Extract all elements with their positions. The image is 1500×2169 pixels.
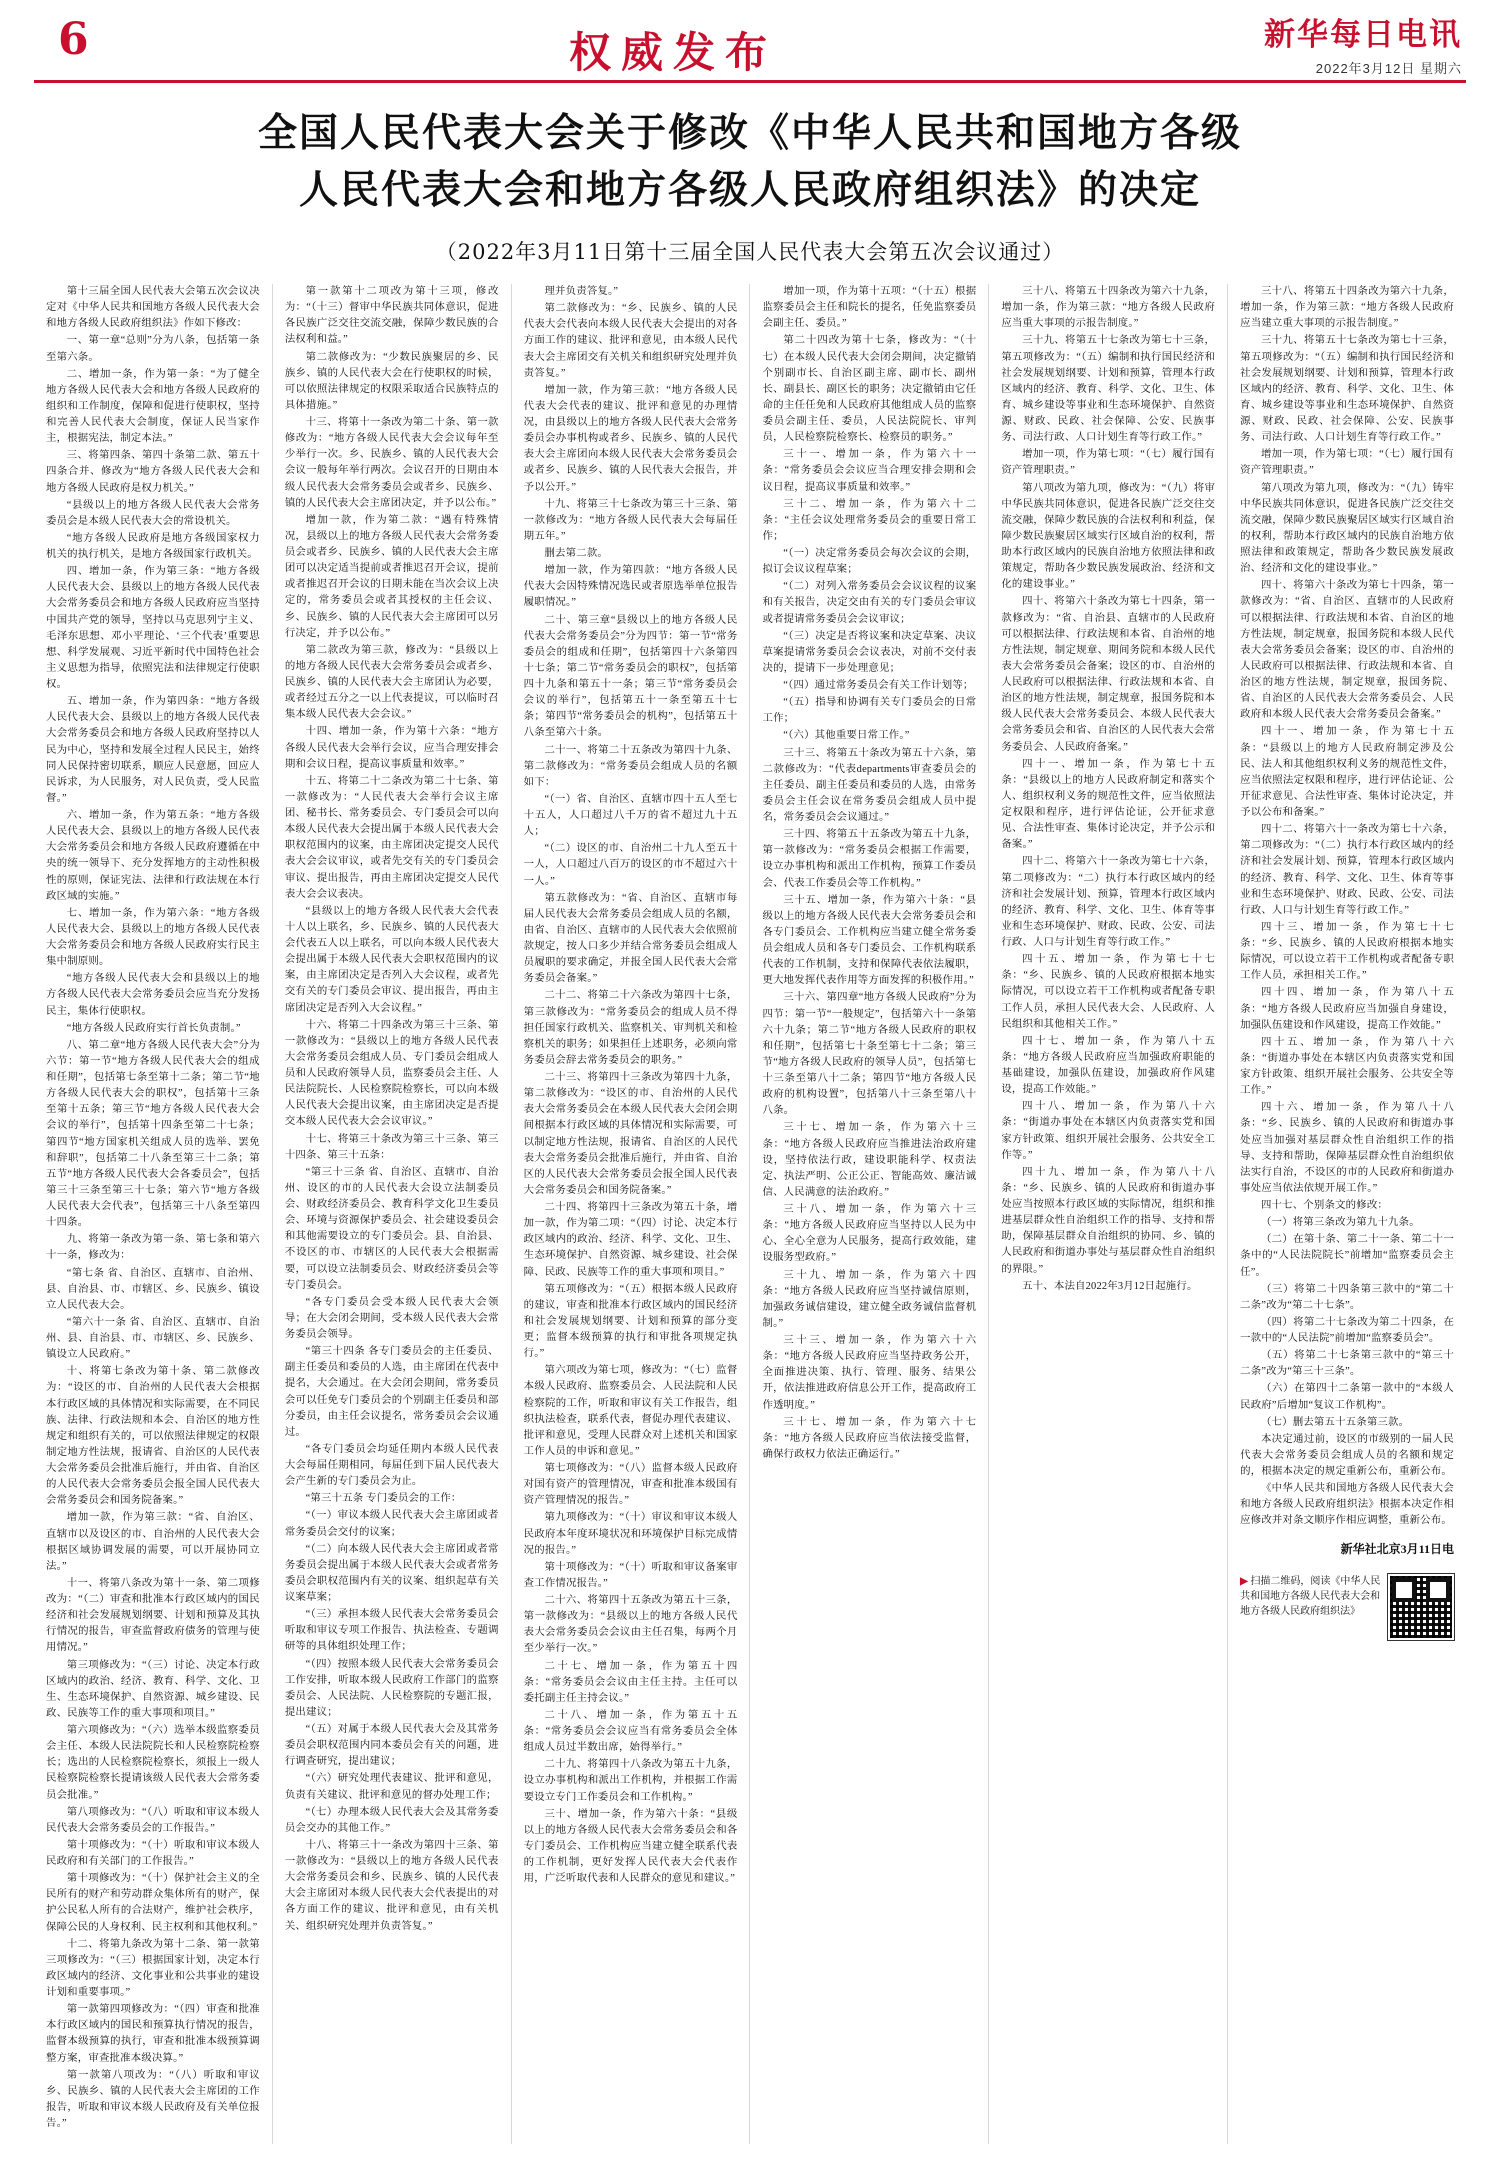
paragraph: 四十七、个别条文的修改： bbox=[1260, 1200, 1389, 1212]
paragraph: “（五）对属于本级人民代表大会及其常务委员会职权范围内同本委员会有关的问题，进行调查研究，提出建议； bbox=[284, 1724, 499, 1768]
paragraph: 十一、将第八条改为第十一条、第二项修改为：“（二）审查和批准本行政区域内的国民经济和社会发展规划纲要、计划和预算及其执行情况的报告，审查监督政府债务的管理与使用情况。” bbox=[46, 1577, 260, 1654]
paragraph: 四十二、将第六十一条改为第七十六条，第二项修改为：“（二）执行本行政区域内的经济和社会发展计划、预算，管理本行政区域内的经济、教育、科学、文化、卫生、体育等事业和生态环境保护、财政、民政、公安、司法行政、人口与计划生育等行政工作。” bbox=[1240, 824, 1454, 916]
paragraph: “（四）按照本级人民代表大会常务委员会工作安排，听取本级人民政府工作部门的监察委员会、人民法院、人民检察院的专题汇报，提出建议； bbox=[284, 1658, 499, 1718]
paragraph: “第三十四条 各专门委员会的主任委员、副主任委员和委员的人选，由主席团在代表中提名，大会通过。在大会闭会期间，常务委员会可以任免专门委员会的个别副主任委员和部分委员，由主任会议提名，常务委员会会议通过。 bbox=[284, 1346, 499, 1438]
paragraph: （一）将第三条改为第九十九条。 bbox=[1260, 1217, 1420, 1229]
article-column-4 bbox=[750, 284, 989, 2144]
paragraph: 十五、将第二十二条改为第二十七条、第一款修改为：“人民代表大会举行会议主席团、秘书长、常务委员会、专门委员会可以向本级人民代表大会提出属于本级人民代表大会职权范围内的议案，由主席团决定提交人民代表大会会议审议，或者先交有关的专门委员会审议、提出报告，再由主席团决定提交人民代表大会会议表决。 bbox=[284, 775, 499, 900]
paragraph: 七、增加一条，作为第六条：“地方各级人民代表大会、县级以上的地方各级人民代表大会常务委员会和地方各级人民政府实行民主集中制原则。 bbox=[46, 907, 260, 968]
paragraph: 四十五、增加一条，作为第八十六条：“街道办事处在本辖区内负责落实党和国家方针政策、组织开展社会服务、公共安全等工作。” bbox=[1240, 1036, 1454, 1097]
paragraph: 理并负责答复。” bbox=[544, 286, 619, 298]
paragraph: 增加一项，作为第七项：“（七）履行国有资产管理职责。” bbox=[1240, 449, 1454, 477]
paragraph: 第七项修改为：“（八）监督本级人民政府对国有资产的管理情况，审查和批准本级国有资产管理情况的报告。” bbox=[523, 1463, 738, 1507]
paragraph: （二）在第十条、第二十一条、第二十一条中的“人民法院院长”前增加“监察委员会主任”。 bbox=[1240, 1234, 1454, 1278]
paragraph: “县级以上的地方各级人民代表大会常务委员会是本级人民代表大会的常设机关。 bbox=[46, 499, 260, 527]
qr-caption bbox=[1240, 1574, 1382, 1619]
paragraph: （三）将第二十四条第三款中的“第二十二条”改为“第二十七条”。 bbox=[1240, 1283, 1454, 1311]
paragraph: 第三项修改为：“（三）讨论、决定本行政区域内的政治、经济、教育、科学、文化、卫生、生态环境保护、自然资源、城乡建设、民政、民族等工作的重大事项和项目。” bbox=[46, 1659, 260, 1719]
paragraph: 四、增加一条，作为第三条：“地方各级人民代表大会、县级以上的地方各级人民代表大会常务委员会和地方各级人民政府应当坚持中国共产党的领导，坚持以马克思列宁主义、毛泽东思想、邓小平理论、‘三个代表’重要思想、科学发展观、习近平新时代中国特色社会主义思想为指导，依照宪法和法律规定行使职权。 bbox=[46, 566, 260, 691]
paragraph: 第六项改为第七项，修改为：“（七）监督本级人民政府、监察委员会、人民法院和人民检察院的工作，听取和审议有关工作报告，组织执法检查，联系代表，督促办理代表建议、批评和意见，受理人民群众对上述机关和国家工作人员的申诉和意见。” bbox=[523, 1365, 738, 1457]
paragraph: 三十九、将第五十七条改为第七十三条，第五项修改为：“（五）编制和执行国民经济和社会发展规划纲要、计划和预算，管理本行政区域内的经济、教育、科学、文化、卫生、体育、城乡建设等事业和生态环境保护、自然资源、财政、民政、社会保障、公安、民族事务、司法行政、人口计划生育等行政工作。” bbox=[1240, 335, 1454, 444]
brand-date: 2022年3月12日 星期六 bbox=[1315, 61, 1462, 77]
brand-block bbox=[1192, 18, 1466, 77]
paragraph: 第二十四改为第十七条，修改为：“（十七）在本级人民代表大会闭会期间，决定撤销个别副市长、自治区副主席、副市长、副州长、副县长、副区长的职务；决定撤销由它任命的主任任免和人民政府其他组成人员的监察委员会副主任、委员，人民法院院长、审判员，人民检察院检察长、检察员的职务。” bbox=[762, 335, 977, 444]
paragraph: 二十九、将第四十八条改为第五十九条，设立办事机构和派出工作机构，并根据工作需要设立专门工作委员会和工作机构。” bbox=[523, 1759, 738, 1803]
article-column-6 bbox=[1228, 284, 1466, 2144]
paragraph: 三十八、将第五十四条改为第六十九条，增加一条，作为第三款：“地方各级人民政府应当建立重大事项的示报告制度。” bbox=[1240, 286, 1454, 330]
paragraph: 三十二、增加一条，作为第六十二条：“主任会议处理常务委员会的重要日常工作； bbox=[762, 498, 977, 542]
paragraph: “第七条 省、自治区、直辖市、自治州、县、自治县、市、市辖区、乡、民族乡、镇设立人民代表大会。 bbox=[46, 1267, 260, 1311]
paragraph: 四十七、增加一条，作为第八十五条：“地方各级人民政府应当加强政府职能的基础建设，加强队伍建设，加强政府作风建设，提高工作效能。” bbox=[1001, 1035, 1216, 1096]
paragraph: 四十八、增加一条，作为第八十六条：“街道办事处在本辖区内负责落实党和国家方针政策、组织开展社会服务、公共安全工作等。” bbox=[1001, 1101, 1216, 1161]
qr-caption-text: 扫描二维码，阅读《中华人民共和国地方各级人民代表大会和地方各级人民政府组织法》 bbox=[1240, 1576, 1381, 1618]
paragraph: 十七、将第三十条改为第三十三条、第三十四条、第三十五条： bbox=[284, 1133, 499, 1161]
paragraph: “各专门委员会受本级人民代表大会领导；在大会闭会期间，受本级人民代表大会常务委员会领导。 bbox=[284, 1296, 499, 1341]
paragraph: 第十项修改为：“（十）保护社会主义的全民所有的财产和劳动群众集体所有的财产，保护公民私人所有的合法财产，维护社会秩序，保障公民的人身权利、民主权利和其他权利。” bbox=[46, 1873, 260, 1933]
paragraph: 二十、第三章“县级以上的地方各级人民代表大会常务委员会”分为四节：第一节“常务委员会的组成和任期”，包括第四十六条第四十七条；第二节“常务委员会的职权”，包括第四十九条和第五十一条；第三节“常务委员会会议的举行”，包括第五十一条至第五十七条；第四节“常务委员会的机构”，包括第五十八条至第六十条。 bbox=[523, 614, 738, 739]
paragraph: 三十八、将第五十四条改为第六十九条，增加一条，作为第三款：“地方各级人民政府应当重大事项的示报告制度。” bbox=[1001, 286, 1216, 330]
paragraph: 三十、增加一条，作为第六十条：“县级以上的地方各级人民代表大会常务委员会和各专门委员会、工作机构应当建立健全联系代表的工作机制，更好发挥人民代表大会代表作用，广泛听取代表和人民群众的意见和建议。” bbox=[523, 1808, 738, 1885]
paragraph: 第八项修改为：“（八）听取和审议本级人民代表大会常务委员会的工作报告。” bbox=[46, 1806, 260, 1834]
paragraph: 四十二、将第六十一条改为第七十六条，第二项修改为：“二）执行本行政区域内的经济和社会发展计划、预算，管理本行政区域内的经济、教育、科学、文化、卫生、体育等事业和生态环境保护、财政、民政、公安、司法行政、人口与计划生育等行政工作。” bbox=[1001, 856, 1216, 949]
paragraph: 三十七、增加一条，作为第六十三条：“地方各级人民政府应当推进法治政府建设，坚持依法行政，建设职能科学、权责法定、执法严明、公正公正、智能高效、廉洁诚信、人民满意的法治政府。” bbox=[762, 1122, 977, 1198]
paragraph: 一、第一章“总则”分为八条，包括第一条至第六条。 bbox=[46, 335, 260, 363]
qr-block bbox=[1240, 1574, 1454, 1640]
paragraph: 十六、将第二十四条改为第三十三条、第一款修改为：“县级以上的地方各级人民代表大会常务委员会组成人员、专门委员会组成人员和人民政府领导人员，监察委员会主任、人民法院院长、人民检察院检察长，可以向本级人民代表大会提出议案，由主席团决定是否提交本级人民代表大会会议审议。” bbox=[284, 1019, 499, 1128]
masthead bbox=[34, 0, 1466, 78]
paragraph: 十三、将第十一条改为第二十条、第一款修改为：“地方各级人民代表大会会议每年至少举行一次。乡、民族乡、镇的人民代表大会会议一般每年举行两次。会议召开的日期由本级人民代表大会常务委员会或者乡、民族乡、镇的人民代表大会主席团决定，并予以公布。” bbox=[284, 417, 499, 509]
paragraph: 十二、将第九条改为第十二条、第一款第三项修改为：“（三）根据国家计划，决定本行政区域内的经济、文化事业和公共事业的建设计划和重要事项。” bbox=[46, 1938, 260, 1999]
paragraph: 第一款第十二项改为第十三项，修改为：“（十三）督审中华民族共同体意识，促进各民族广泛交往交流交融，保障少数民族的合法权利和益。” bbox=[284, 286, 499, 346]
paragraph: 二十四、将第四十三条改为第五十条，增加一款，作为第二项：“（四）讨论、决定本行政区域内的政治、经济、科学、文化、卫生、生态环境保护、自然资源、城乡建设、社会保障、民政、民族等工作的重大事项和项目。” bbox=[523, 1202, 738, 1278]
article-column-5 bbox=[989, 284, 1228, 2144]
page-number: 6 bbox=[58, 14, 89, 65]
paragraph: “地方各级人民政府实行首长负责制。” bbox=[66, 1022, 241, 1034]
headline-line-2: 人民代表大会和地方各级人民政府组织法》的决定 bbox=[298, 166, 1201, 213]
paragraph: 二十六、将第四十五条改为第五十三条，第一款修改为：“县级以上的地方各级人民代表大会常务委员会会议由主任召集，每两个月至少举行一次。” bbox=[523, 1595, 738, 1655]
paragraph: 四十四、增加一条，作为第八十五条：“地方各级人民政府应当加强自身建设，加强队伍建设和作风建设，提高工作效能。” bbox=[1240, 987, 1454, 1031]
paragraph: 第九项修改为：“（十）审议和审议本级人民政府本年度环境状况和环境保护目标完成情况的报告。” bbox=[523, 1512, 738, 1556]
section-title: 权威发布 bbox=[568, 28, 777, 77]
paragraph: 第一款第八项改为：“（八）听取和审议乡、民族乡、镇的人民代表大会主席团的工作报告，听取和审议本级人民政府及有关单位报告。” bbox=[46, 2069, 260, 2130]
paragraph: “地方各级人民政府是地方各级国家权力机关的执行机关，是地方各级国家行政机关。 bbox=[46, 532, 260, 561]
paragraph: 增加一项，作为第七项：“（七）履行国有资产管理职责。” bbox=[1001, 449, 1216, 477]
paragraph: 三十一、增加一条，作为第六十一条：“常务委员会会议应当合理安排会期和会议日程，提高议事质量和效率。” bbox=[762, 449, 977, 493]
paragraph: 四十、将第六十条改为第七十四条，第一款修改为：“省、自治区、直辖市的人民政府可以根据法律、行政法规和本省、自治区的地方性法规，制定规章，报国务院和本级人民代表大会常务委员会备案；设区的市、自治州的人民政府可以根据法律、行政法规和本省、自治区的地方性法规，制定规章，报国务院、省、自治区的人民代表大会常务委员会、人民政府和本级人民代表大会常务委员会备案。” bbox=[1240, 580, 1454, 721]
paragraph: 第二款修改为：“少数民族聚居的乡、民族乡、镇的人民代表大会在行使职权的时候，可以依照法律规定的权限采取适合民族特点的具体措施。” bbox=[284, 351, 499, 411]
paragraph: “第六十一条 省、自治区、直辖市、自治州、县、自治县、市、市辖区、乡、民族乡、镇设立人民政府。” bbox=[46, 1316, 260, 1361]
paragraph: 第五项修改为：“（五）根据本级人民政府的建议，审查和批准本行政区域内的国民经济和社会发展规划纲要、计划和预算的部分变更；监督本级预算的执行和审批各项规定执行。” bbox=[523, 1283, 738, 1360]
headline-line-1: 全国人民代表大会关于修改《中华人民共和国地方各级 bbox=[257, 110, 1242, 156]
paragraph: “（三）决定是否将议案和决定草案、决议草案提请常务委员会会议表决，对前不交付表决的，提请下一步处理意见； bbox=[762, 630, 977, 674]
paragraph: 三十四、将第五十五条改为第五十九条，第一款修改为：“常务委员会根据工作需要，设立办事机构和派出工作机构，预算工作委员会、代表工作委员会等工作机构。” bbox=[762, 829, 977, 889]
paragraph: 五十、本法自2022年3月12日起施行。 bbox=[1022, 1280, 1198, 1292]
arrow-icon: ▶ bbox=[1240, 1576, 1248, 1588]
headline-subtitle: （2022年3月11日第十三届全国人民代表大会第五次会议通过） bbox=[435, 240, 1065, 265]
paragraph: 二十二、将第二十六条改为第四十七条，第三款修改为：“常务委员会的组成人员不得担任国家行政机关、监察机关、审判机关和检察机关的职务；如果担任上述职务，必须向常务委员会辞去常务委员会的职务。” bbox=[523, 990, 738, 1066]
paragraph: 二十三、将第四十三条改为第四十九条，第二款修改为：“设区的市、自治州的人民代表大会常务委员会在本级人民代表大会闭会期间根据本行政区域的具体情况和实际需要，可以制定地方性法规，报请省、自治区的人民代表大会常务委员会批准后施行，并由省、自治区的人民代表大会常务委员会报全国人民代表大会常务委员会和国务院备案。” bbox=[523, 1072, 738, 1196]
paragraph: 增加一款，作为第三款：“地方各级人民代表大会代表的建议、批评和意见的办理情况，由县级以上的地方各级人民代表大会常务委员会办事机构或者乡、民族乡、镇的人民代表大会主席团向本级人民代表大会常务委员会或者乡、民族乡、镇的人民代表大会报告，并予以公开。” bbox=[523, 384, 738, 493]
paragraph: 五、增加一条，作为第四条：“地方各级人民代表大会、县级以上的地方各级人民代表大会常务委员会和地方各级人民政府坚持以人民为中心，坚持和发展全过程人民民主，始终同人民保持密切联系，顺应人民意愿，回应人民诉求，为人民服务，对人民负责，受人民监督。” bbox=[46, 696, 260, 804]
paragraph: 删去第二款。 bbox=[544, 548, 608, 560]
column-6-text bbox=[1240, 284, 1454, 1530]
article-column-2 bbox=[273, 284, 512, 2144]
paragraph: 第十三届全国人民代表大会第五次会议决定对《中华人民共和国地方各级人民代表大会和地方各级人民政府组织法》作如下修改： bbox=[46, 286, 260, 330]
paragraph: 四十五、增加一条，作为第七十七条：“乡、民族乡、镇的人民政府根据本地实际情况，可以设立若干工作机构或者配备专职工作人员，承担人民代表大会、人民政府、人民组织和其他相关工作。” bbox=[1001, 954, 1216, 1030]
brand-name: 新华每日电讯 bbox=[1264, 17, 1462, 53]
paragraph: 三十九、将第五十七条改为第七十三条，第五项修改为：“（五）编制和执行国民经济和社会发展规划纲要、计划和预算，管理本行政区域内的经济、教育、科学、文化、卫生、体育、城乡建设等事业和生态环境保护、自然资源、财政、民政、社会保障、公安、民族事务、司法行政、人口计划生育等行政工作。” bbox=[1001, 335, 1216, 444]
paragraph: “（二）设区的市、自治州二十九人至五十一人，人口超过八百万的设区的市不超过六十一人。” bbox=[523, 843, 738, 887]
paragraph: 第二款修改为：“乡、民族乡、镇的人民代表大会代表向本级人民代表大会提出的对各方面工作的建议、批评和意见，由本级人民代表大会主席团交有关机关和组织研究处理并负责答复。” bbox=[523, 303, 738, 379]
paragraph: 第一款第四项修改为：“（四）审查和批准本行政区域内的国民和预算执行情况的报告，监督本级预算的执行，审查和批准本级预算调整方案，审查批准本级决算。” bbox=[46, 2004, 260, 2064]
article-column-1 bbox=[34, 284, 273, 2144]
paragraph: 增加一项，作为第十五项：“（十五）根据监察委员会主任和院长的提名，任免监察委员会副主任、委员。” bbox=[762, 286, 977, 330]
paragraph: （五）将第二十七条第三款中的“第三十二条”改为“第三十三条”。 bbox=[1240, 1350, 1454, 1378]
paragraph: 二十七、增加一条，作为第五十四条：“常务委员会会议由主任主持。主任可以委托副主任主持会议。” bbox=[523, 1660, 738, 1704]
paragraph: 三十九、增加一条，作为第六十四条：“地方各级人民政府应当坚持诚信原则，加强政务诚信建设，建立健全政务诚信监督机制。” bbox=[762, 1269, 977, 1329]
paragraph: 第二款改为第三款，修改为：“县级以上的地方各级人民代表大会常务委员会或者乡、民族乡、镇的人民代表大会主席团认为必要，或者经过五分之一以上代表提议，可以临时召集本级人民代表大会会议。” bbox=[284, 644, 499, 721]
paragraph: 增加一款，作为第二款：“遇有特殊情况，县级以上的地方各级人民代表大会常务委员会或者乡、民族乡、镇的人民代表大会主席团可以决定适当提前或者推迟召开会议，提前或者推迟召开会议的日期未能在当次会议上决定的，常务委员会或者其授权的主任会议、乡、民族乡、镇的人民代表大会主席团可以另行决定，并予以公布。” bbox=[284, 514, 499, 639]
paragraph: “（五）指导和协调有关专门委员会的日常工作； bbox=[762, 697, 977, 725]
paragraph: “（三）承担本级人民代表大会常务委员会听取和审议专项工作报告、执法检查、专题调研等的具体组织处理工作； bbox=[284, 1609, 499, 1653]
paragraph: 第十项修改为：“（十）听取和审议备案审查工作情况报告。” bbox=[523, 1561, 738, 1589]
paragraph: 三十五、增加一条，作为第六十条：“县级以上的地方各级人民代表大会常务委员会和各专门委员会、工作机构应当建立健全常务委员会组成人员和各专门委员会、工作机构联系代表的工作机制，支持和保障代表依法履职，更大地发挥代表作用等方面发挥的积极作用。” bbox=[762, 894, 977, 987]
paragraph: 六、增加一条，作为第五条：“地方各级人民代表大会、县级以上的地方各级人民代表大会常务委员会和地方各级人民政府遵循在中央的统一领导下、充分发挥地方的主动性积极性的原则，保证宪法、法律和行政法规在本行政区域的实施。” bbox=[46, 810, 260, 902]
paragraph: 四十一、增加一条，作为第七十五条：“县级以上的地方人民政府制定和落实个人、组织权利义务的规范性文件，应当依照法定权限和程序，进行评估论证，公开征求意见、合法性审查、集体讨论决定，并予公示和备案。” bbox=[1001, 758, 1216, 851]
paragraph: 四十三、增加一条，作为第七十七条：“乡、民族乡、镇的人民政府根据本地实际情况，可以设立若干工作机构或者配备专职工作人员，承担相关工作。” bbox=[1240, 921, 1454, 982]
paragraph: 二、增加一条，作为第一条：“为了健全地方各级人民代表大会和地方各级人民政府的组织和工作制度，保障和促进行使职权，坚持和完善人民代表大会制度，保证人民当家作主，根据宪法，制定本法。” bbox=[46, 368, 260, 445]
paragraph: 三十三、增加一条，作为第六十六条：“地方各级人民政府应当坚持政务公开，全面推进决策、执行、管理、服务、结果公开，依法推进政府信息公开工作，提高政府工作透明度。” bbox=[762, 1335, 977, 1411]
paragraph: “第三十五条 专门委员会的工作： bbox=[305, 1493, 462, 1505]
paragraph: “（七）办理本级人民代表大会及其常务委员会交办的其他工作。” bbox=[284, 1806, 499, 1834]
paragraph: 十九、将第三十七条改为第三十三条、第一款修改为：“地方各级人民代表大会每届任期五年。” bbox=[523, 498, 738, 542]
paragraph: （七）删去第五十五条第三款。 bbox=[1260, 1416, 1410, 1428]
paragraph: 第十项修改为：“（十）听取和审议本级人民政府和有关部门的工作报告。” bbox=[46, 1839, 260, 1868]
paragraph: 十八、将第三十一条改为第四十三条、第一款修改为：“县级以上的地方各级人民代表大会常务委员会和乡、民族乡、镇的人民代表大会主席团对本级人民代表大会代表提出的对各方面工作的建议、批评和意见，由有关机关、组织研究处理并负责答复。” bbox=[284, 1839, 499, 1932]
paragraph: 《中华人民共和国地方各级人民代表大会和地方各级人民政府组织法》根据本决定作相应修改并对条文顺序作相应调整，重新公布。 bbox=[1240, 1483, 1454, 1527]
paragraph: “（二）对列入常务委员会会议议程的议案和有关报告，决定交由有关的专门委员会审议或者提请常务委员会会议审议； bbox=[762, 581, 977, 625]
paragraph: “（一）省、自治区、直辖市四十五人至七十五人，人口超过八千万的省不超过九十五人； bbox=[523, 793, 738, 838]
paragraph: “各专门委员会均延任期内本级人民代表大会每届任期相同，每届任到下届人民代表大会产生新的专门委员会为止。 bbox=[284, 1443, 499, 1488]
article-column-3 bbox=[512, 284, 751, 2144]
paragraph: 四十九、增加一条，作为第八十八条：“乡、民族乡、镇的人民政府和街道办事处应当按照本行政区域的实际情况，组织和推进基层群众性自治组织工作的指导、支持和帮助，保障基层群众自治组织的协同、乡、镇的人民政府和街道办事处与基层群众性自治组织的界限。” bbox=[1001, 1166, 1216, 1275]
paragraph: 九、将第一条改为第一条、第七条和第六十一条，修改为： bbox=[46, 1234, 260, 1262]
paragraph: 四十六、增加一条，作为第八十八条：“乡、民族乡、镇的人民政府和街道办事处应当加强对基层群众性自治组织工作的指导、支持和帮助，保障基层群众性自治组织依法实行自治，不设区的市的人民政府和街道办事处应当依法依规开展工作。” bbox=[1240, 1102, 1454, 1194]
paragraph: “（一）决定常务委员会每次会议的会期，拟订会议议程草案； bbox=[762, 548, 977, 576]
paragraph: 增加一款，作为第三款：“省、自治区、直辖市以及设区的市、自治州的人民代表大会根据区域协调发展的需要，可以开展协同立法。” bbox=[46, 1512, 260, 1572]
paragraph: 第八项改为第九项，修改为：“（九）将审中华民族共同体意识，促进各民族广泛交往交流交融，保障少数民族的合法权利和利益，保障少数民族聚居区域实行区域自治的权利，帮助本行政区域内的民族自治地方依照法律和政策规定，帮助各少数民族发展政治、经济和文化的建设事业。” bbox=[1001, 482, 1216, 591]
paragraph: 三、将第四条、第四十条第二款、第五十四条合并、修改为“地方各级人民代表大会和地方各级人民政府是权力机关。” bbox=[46, 450, 260, 494]
paragraph: 二十一、将第二十五条改为第四十九条、第二款修改为：“常务委员会组成人员的名额如下： bbox=[523, 744, 738, 788]
paragraph: 三十八、增加一条，作为第六十三条：“地方各级人民政府应当坚持以人民为中心、全心全意为人民服务，提高行政效能，建设服务型政府。” bbox=[762, 1204, 977, 1264]
paragraph: “第三十三条 省、自治区、直辖市、自治州、设区的市的人民代表大会设立法制委员会、财政经济委员会、教育科学文化卫生委员会、环境与资源保护委员会、社会建设委员会和其他需要设立的专门委员会。县、自治县、不设区的市、市辖区的人民代表大会根据需要，可以设立法制委员会、财政经济委员会等专门委员会。 bbox=[284, 1166, 499, 1291]
paragraph: 四十一、增加一条，作为第七十五条：“县级以上的地方人民政府制定涉及公民、法人和其他组织权利义务的规范性文件，应当依照法定权限和程序，进行评估论证、公开征求意见、合法性审查、集体讨论决定，并予以公布和备案。” bbox=[1240, 726, 1454, 819]
paragraph: 三十七、增加一条，作为第六十七条：“地方各级人民政府应当依法接受监督，确保行政权力依法正确运行。” bbox=[762, 1416, 977, 1460]
paragraph: 三十三、将第五十条改为第五十六条，第二款修改为：“代表departments审查委员会的主任委员、副主任委员和委员的人选，由常务委员会主任会议在常务委员会组成人员中提名，常务委员会会议通过。” bbox=[762, 747, 977, 824]
paragraph: 十、将第七条改为第十条、第二款修改为：“设区的市、自治州的人民代表大会根据本行政区域的具体情况和实际需要，在不同民族、法律、行政法规和本会、自治区的地方性规定和组织有关的，可以依照法律规定的权限制定地方性法规，报请省、自治区的人民代表大会常务委员会批准后施行，并由省、自治区的人民代表大会常务委员会报全国人民代表大会常务委员会和国务院备案。” bbox=[46, 1366, 260, 1507]
paragraph: 二十八、增加一条，作为第五十五条：“常务委员会会议应当有常务委员会全体组成人员过半数出席，始得举行。” bbox=[523, 1709, 738, 1754]
article-body bbox=[34, 284, 1466, 2144]
paragraph: “县级以上的地方各级人民代表大会代表十人以上联名，乡、民族乡、镇的人民代表大会代表五人以上联名，可以向本级人民代表大会提出属于本级人民代表大会职权范围内的议案，由主席团决定是否列入大会议程，或者先交有关的专门委员会审议、提出报告，再由主席团决定是否列入大会议程。” bbox=[284, 905, 499, 1014]
paragraph: 十四、增加一条，作为第十六条：“地方各级人民代表大会举行会议，应当合理安排会期和会议日程，提高议事质量和效率。” bbox=[284, 726, 499, 770]
page-title bbox=[34, 83, 1466, 222]
paragraph: “（一）审议本级人民代表大会主席团或者常务委员会交付的议案； bbox=[284, 1510, 499, 1538]
qr-code-icon[interactable] bbox=[1388, 1574, 1454, 1640]
paragraph: （六）在第四十二条第一款中的“本级人民政府”后增加“复议工作机构”。 bbox=[1240, 1383, 1454, 1411]
paragraph: 八、第二章“地方各级人民代表大会”分为六节：第一节“地方各级人民代表大会的组成和任期”，包括第七条至第十二条；第二节“地方各级人民代表大会的职权”，包括第十三条至第十五条；第三节“地方各级人民代表大会会议的举行”，包括第十四条至第二十七条；第四节“地方国家机关组成人员的选举、罢免和辞职”，包括第二十八条至第三十二条；第五节“地方各级人民代表大会各委员会”，包括第三十三条至第三十七条；第六节“地方各级人民代表大会代表”，包括第三十八条至第四十四条。 bbox=[46, 1039, 260, 1229]
byline: 新华社北京3月11日电 bbox=[1340, 1541, 1454, 1556]
paragraph: “（四）通过常务委员会有关工作计划等； bbox=[783, 680, 974, 692]
paragraph: 四十、将第六十条改为第七十四条，第一款修改为：“省、自治县、直辖市的人民政府可以根据法律、行政法规和本省、自治州的地方性法规，制定规章、期间务院和本级人民代表大会常务委员会备案；设区的市、自治州的人民政府可以根据法律、行政法规和本省、自治区的地方性法规，制定规章，报国务院和本级人民代表大会常务委员会、本级人民代表大会常务委员会和省、自治区的人民代表大会常务委员会、人民政府备案。” bbox=[1001, 596, 1216, 753]
paragraph: 第八项改为第九项，修改为：“（九）铸牢中华民族共同体意识，促进各民族广泛交往交流交融，保障少数民族聚居区域实行区域自治的权利，帮助本行政区域内的民族自治地方依照法律和政策规定，帮助各少数民族发展政治、经济和文化的建设事业。” bbox=[1240, 482, 1454, 575]
paragraph: 第五款修改为：“省、自治区、直辖市每届人民代表大会常务委员会组成人员的名额，由省、自治区、直辖市的人民代表大会依照前款规定，按人口多少并结合常务委员会组成人员履职的要求确定，并报全国人民代表大会常务委员会备案。” bbox=[523, 892, 738, 985]
paragraph: 本决定通过前，设区的市级别的一届人民代表大会常务委员会组成人员的名额和规定的，根据本决定的规定重新公布，重新公布。 bbox=[1240, 1433, 1454, 1478]
paragraph: “（二）向本级人民代表大会主席团或者常务委员会提出属于本级人民代表大会或者常务委员会职权范围内有关的议案、组织起草有关议案草案； bbox=[284, 1543, 499, 1604]
paragraph: 增加一款，作为第四款：“地方各级人民代表大会因特殊情况选民或者原选举单位报告履职情况。” bbox=[523, 565, 738, 609]
paragraph: “（六）研究处理代表建议、批评和意见，负责有关建议、批评和意见的督办处理工作； bbox=[284, 1773, 499, 1801]
paragraph: （四）将第二十七条改为第二十四条，在一款中的“人民法院”前增加“监察委员会”。 bbox=[1240, 1316, 1454, 1345]
paragraph: 第六项修改为：“（六）选举本级监察委员会主任、本级人民法院院长和人民检察院检察长；选出的人民检察院检察长，须报上一级人民检察院检察长提请该级人民代表大会常务委员会批准。” bbox=[46, 1725, 260, 1801]
paragraph: 三十六、第四章“地方各级人民政府”分为四节：第一节“一般规定”，包括第六十一条第六十九条；第二节“地方各级人民政府的职权和任期”，包括第七十条至第七十二条；第三节“地方各级人民政府的领导人员”，包括第七十三条至第八十二条；第四节“地方各级人民政府的机构设置”，包括第八十三条至第八十八条。 bbox=[762, 992, 977, 1117]
paragraph: “（六）其他重要日常工作。” bbox=[783, 730, 910, 742]
paragraph: “地方各级人民代表大会和县级以上的地方各级人民代表大会常务委员会应当充分发扬民主，集体行使职权。 bbox=[46, 973, 260, 1017]
